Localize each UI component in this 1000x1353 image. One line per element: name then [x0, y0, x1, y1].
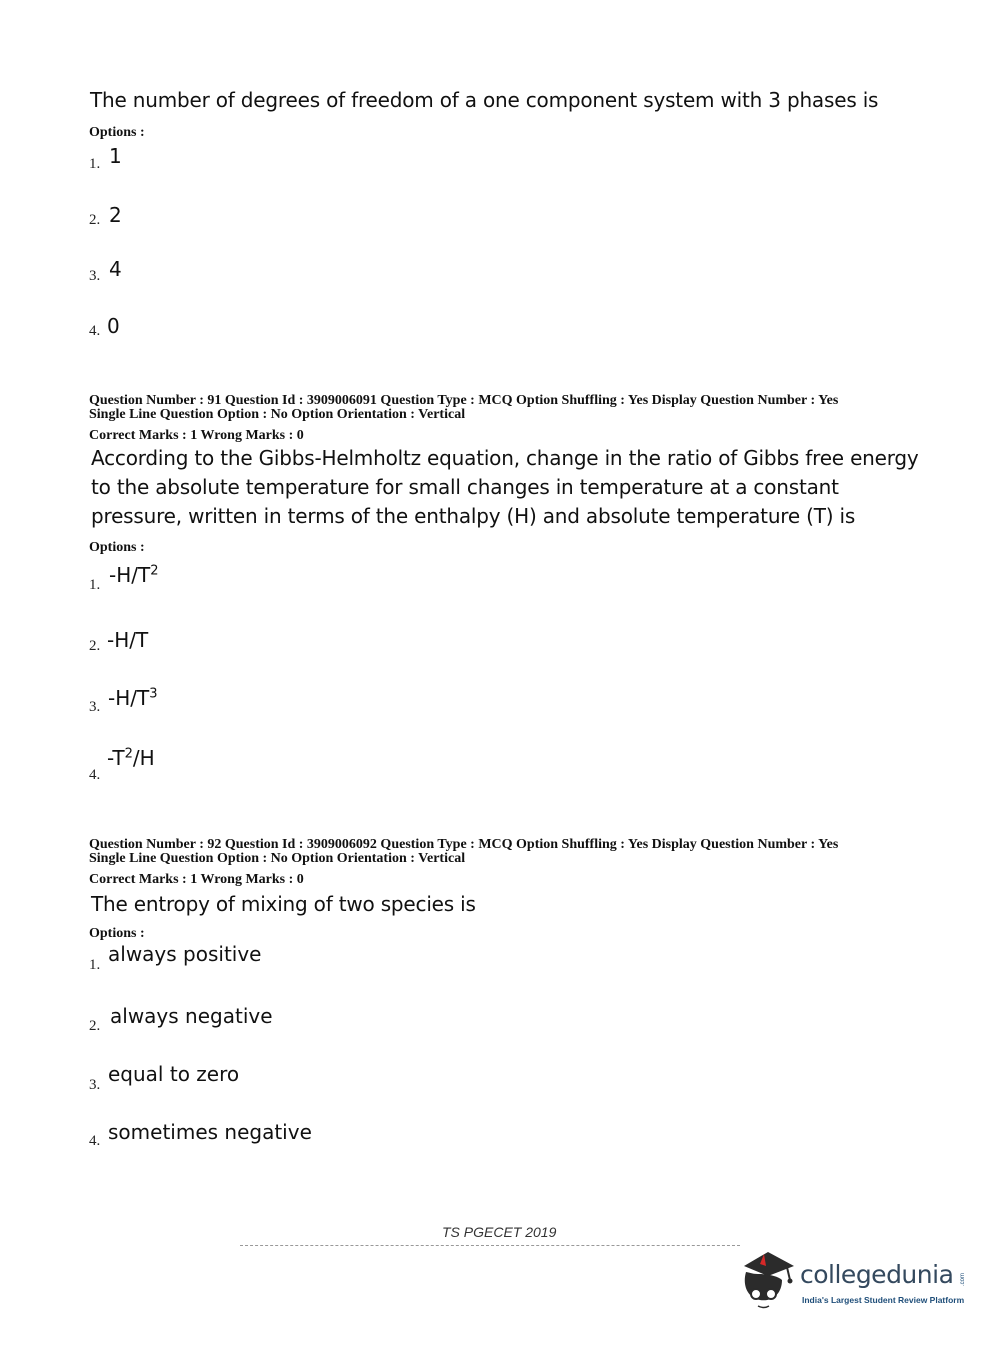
option-number: 1.	[89, 957, 101, 973]
formula-sup: 3	[149, 686, 158, 702]
question-meta	[89, 838, 909, 866]
option-formula	[109, 563, 159, 587]
mascot-icon	[738, 1246, 802, 1312]
options-label: Options :	[89, 540, 145, 555]
question-meta-line: Single Line Question Option : No Option Orientation : Vertical	[89, 407, 466, 422]
question-91-text: According to the Gibbs-Helmholtz equation, change in the ratio of Gibbs free energy to the absolute temperature for small changes in temperature at a constant pressure, written in terms of the enthalpy (H) and absolute temperature (T) is	[91, 446, 919, 528]
formula-base: -T	[107, 746, 125, 770]
option-text: always negative	[110, 1004, 273, 1028]
formula-sup: 2	[150, 563, 159, 579]
option-number: 1.	[89, 577, 101, 593]
option-number: 3.	[89, 699, 101, 715]
options-label: Options :	[89, 926, 145, 941]
options-label: Options :	[89, 125, 145, 140]
question-marks: Correct Marks : 1 Wrong Marks : 0	[89, 872, 304, 887]
formula-base: -H/T	[107, 628, 149, 652]
option-number: 3.	[89, 1077, 101, 1093]
question-92-text: The entropy of mixing of two species is	[91, 892, 476, 916]
question-meta-line: Question Number : 92 Question Id : 3909006092 Question Type : MCQ Option Shuffling : Yes Display Question Number : Yes	[89, 837, 839, 852]
question-marks: Correct Marks : 1 Wrong Marks : 0	[89, 428, 304, 443]
brand-tagline: India's Largest Student Review Platform	[802, 1295, 965, 1305]
option-text: sometimes negative	[108, 1120, 312, 1144]
brand-domain: .com	[960, 1272, 966, 1286]
option-text: 1	[109, 144, 122, 168]
option-number: 1.	[89, 156, 101, 172]
brand-name: collegedunia	[800, 1260, 954, 1289]
exam-footer: TS PGECET 2019	[442, 1224, 557, 1240]
option-text: 2	[109, 203, 122, 227]
option-text: equal to zero	[108, 1062, 240, 1086]
option-formula	[107, 746, 155, 770]
option-text: always positive	[108, 942, 262, 966]
formula-tail: /H	[132, 746, 155, 770]
option-number: 3.	[89, 268, 101, 284]
formula-base: -H/T	[108, 686, 150, 710]
formula-base: -H/T	[109, 563, 151, 587]
option-formula	[107, 628, 148, 652]
question-meta	[89, 394, 909, 422]
option-text: 4	[109, 257, 122, 281]
collegedunia-logo	[738, 1246, 978, 1316]
option-formula	[108, 686, 158, 710]
option-number: 4.	[89, 323, 101, 339]
footer-divider	[240, 1245, 740, 1246]
option-number: 4.	[89, 1133, 101, 1149]
option-number: 4.	[89, 767, 101, 783]
question-meta-line: Question Number : 91 Question Id : 3909006091 Question Type : MCQ Option Shuffling : Yes Display Question Number : Yes	[89, 393, 839, 408]
question-90-text: The number of degrees of freedom of a one component system with 3 phases is	[90, 88, 879, 112]
option-text: 0	[107, 314, 120, 338]
formula-sup: 2	[124, 746, 133, 762]
option-number: 2.	[89, 212, 101, 228]
option-number: 2.	[89, 1018, 101, 1034]
question-meta-line: Single Line Question Option : No Option Orientation : Vertical	[89, 851, 466, 866]
option-number: 2.	[89, 638, 101, 654]
